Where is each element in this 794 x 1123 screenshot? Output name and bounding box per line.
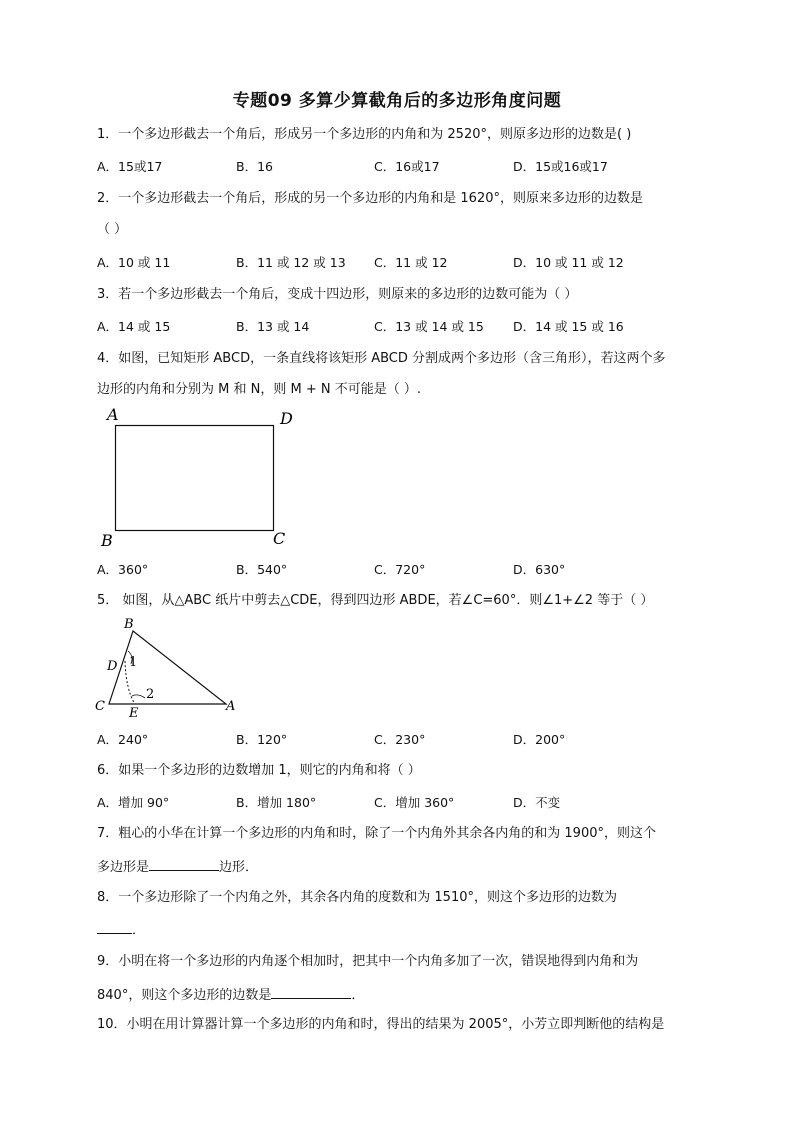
label-e: E [129,706,139,720]
label-d: D [280,409,293,428]
label-a: A [107,405,119,424]
question-6-options [97,793,707,813]
label-c: C [273,529,286,548]
answer-blank [97,919,132,934]
question-7-line-2 [97,856,707,878]
question-4-line-2: 边形的内角和分别为 M 和 N，则 M + N 不可能是（ ）. [97,382,421,397]
option-b: B．540° [236,562,288,577]
option-c: C．230° [374,732,426,747]
label-b: B [124,617,134,632]
answer-blank [149,856,219,871]
label-b: B [101,531,113,550]
angle-2-arc [132,695,145,698]
label-a: A [226,699,236,714]
label-angle-1: 1 [129,655,138,670]
option-a: A．增加 90° [97,795,170,810]
question-5-options [97,730,707,750]
question-2-options [97,253,707,273]
option-b: B．增加 180° [236,795,317,810]
question-9-line-1: 9．小明在将一个多边形的内角逐个相加时，把其中一个内角多加了一次，错误地得到内角和为 [97,954,639,969]
option-c: C．增加 360° [374,795,455,810]
option-c: C．16或17 [374,159,440,174]
rectangle-abcd [116,426,274,531]
question-3: 3．若一个多边形截去一个角后，变成十四边形，则原来的多边形的边数可能为（ ） [97,287,578,302]
option-a: A．10 或 11 [97,255,171,270]
question-5: 5． 如图，从△ABC 纸片中剪去△CDE，得到四边形 ABDE，若∠C=60°．则∠1+∠2 等于（ ） [97,593,654,608]
question-3-options [97,317,707,337]
option-c: C．13 或 14 或 15 [374,319,484,334]
question-6: 6．如果一个多边形的边数增加 1，则它的内角和将（ ） [97,763,421,778]
question-8-line-1: 8．一个多边形除了一个内角之外，其余各内角的度数和为 1510°，则这个多边形的边数为 [97,890,617,905]
question-4-options [97,560,707,580]
option-d: D．15或16或17 [513,159,608,174]
question-1-options [97,157,707,177]
triangle-abc [109,631,226,704]
question-9-line-2 [97,984,707,1006]
question-9-text-post: ． [351,988,365,1003]
question-7-text-post: 边形． [219,860,259,875]
option-d: D．630° [513,562,566,577]
question-7-text-pre: 多边形是 [97,860,150,875]
question-10-line-1: 10．小明在用计算器计算一个多边形的内角和时，得出的结果为 2005°，小芳立即判断他的结构是 [97,1017,665,1032]
rectangle-figure [95,402,305,552]
option-d: D．200° [513,732,566,747]
option-a: A．360° [97,562,149,577]
triangle-figure [92,614,242,720]
option-c: C．11 或 12 [374,255,448,270]
option-b: B．16 [236,159,273,174]
label-d: D [107,659,118,674]
option-b: B．11 或 12 或 13 [236,255,346,270]
page-title: 专题09 多算少算截角后的多边形角度问题 [232,91,562,111]
option-d: D．不变 [513,795,561,810]
answer-blank [271,984,351,999]
option-b: B．120° [236,732,288,747]
question-2-line-2: （ ） [97,222,128,237]
question-8-text-post: ． [132,923,146,938]
option-d: D．14 或 15 或 16 [513,319,624,334]
question-8-line-2 [97,919,707,941]
option-a: A．15或17 [97,159,163,174]
option-b: B．13 或 14 [236,319,310,334]
option-d: D．10 或 11 或 12 [513,255,624,270]
label-c: C [95,699,105,714]
option-c: C．720° [374,562,426,577]
question-2-line-1: 2．一个多边形截去一个角后，形成的另一个多边形的内角和是 1620°，则原来多边形的边数是 [97,191,643,206]
option-a: A．240° [97,732,149,747]
question-4-line-1: 4．如图，已知矩形 ABCD，一条直线将该矩形 ABCD 分割成两个多边形（含三角形），若这两个多 [97,351,666,366]
label-angle-2: 2 [146,687,155,702]
question-7-line-1: 7．粗心的小华在计算一个多边形的内角和时，除了一个内角外其余各内角的和为 1900°，则这个 [97,826,656,841]
question-9-text-pre: 840°，则这个多边形的边数是 [97,988,272,1003]
question-1: 1．一个多边形截去一个角后，形成另一个多边形的内角和为 2520°，则原多边形的边数是( ) [97,127,632,142]
option-a: A．14 或 15 [97,319,171,334]
